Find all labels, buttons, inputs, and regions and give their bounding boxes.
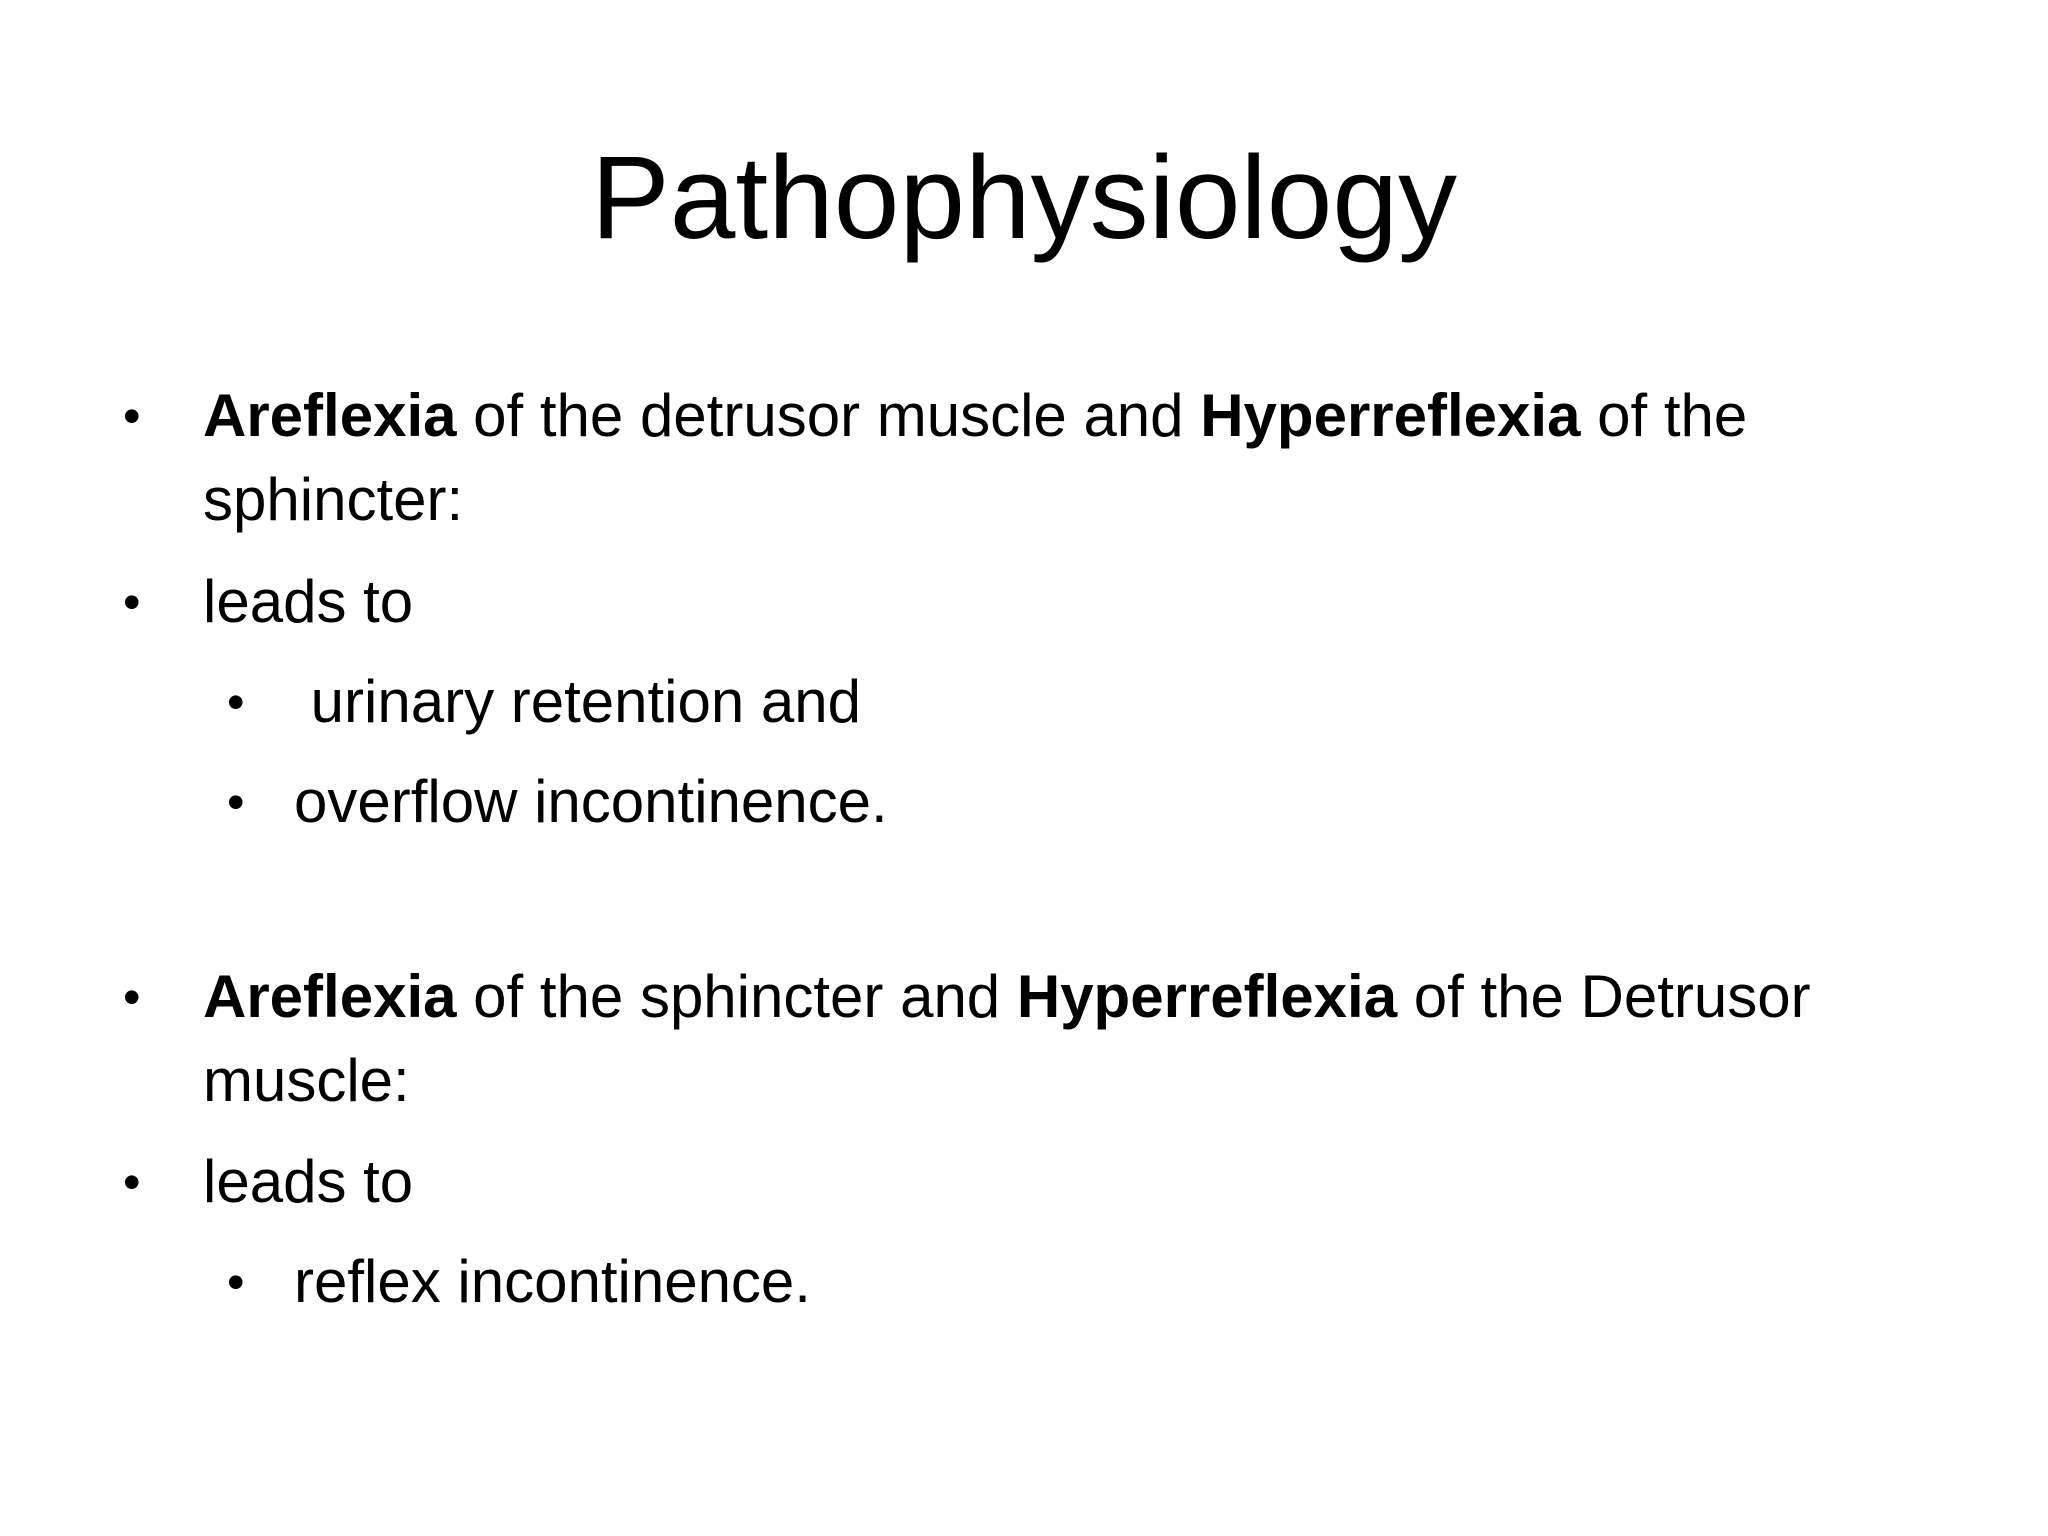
bullet-item-areflexia-detrusor bbox=[123, 374, 1748, 458]
bullet-item-leads-to bbox=[123, 1140, 414, 1224]
sub-bullet-item-reflex-incontinence bbox=[227, 1240, 811, 1324]
bullet-marker: • bbox=[123, 388, 141, 444]
bullet-item-leads-to bbox=[123, 560, 414, 644]
sub-bullet-text: urinary retention and bbox=[294, 668, 862, 735]
bold-term-hyperreflexia: Hyperreflexia bbox=[1016, 963, 1398, 1030]
bullet-marker: • bbox=[123, 574, 141, 630]
bullet-text: leads to bbox=[203, 1148, 414, 1215]
bold-term-areflexia: Areflexia bbox=[203, 963, 457, 1030]
sub-bullet-marker: • bbox=[227, 674, 245, 730]
bullet-text: of the Detrusor bbox=[1397, 963, 1811, 1030]
bullet-text: of the sphincter and bbox=[456, 963, 1017, 1030]
sub-bullet-text: reflex incontinence. bbox=[294, 1248, 811, 1315]
bullet-text: leads to bbox=[203, 568, 414, 635]
sub-bullet-marker: • bbox=[227, 774, 245, 830]
bold-term-hyperreflexia: Hyperreflexia bbox=[1200, 382, 1581, 449]
sub-bullet-text: overflow incontinence. bbox=[294, 768, 888, 835]
bullet-item-areflexia-sphincter bbox=[123, 955, 1811, 1039]
bullet-continuation: sphincter: bbox=[203, 466, 464, 533]
bullet-text: of the detrusor muscle and bbox=[456, 382, 1201, 449]
bullet-marker: • bbox=[123, 969, 141, 1025]
sub-bullet-item-urinary-retention bbox=[227, 660, 862, 744]
sub-bullet-marker: • bbox=[227, 1254, 245, 1310]
bullet-text: of the bbox=[1580, 382, 1748, 449]
sub-bullet-item-overflow-incontinence bbox=[227, 760, 888, 844]
bullet-continuation: muscle: bbox=[203, 1047, 410, 1114]
slide-title: Pathophysiology bbox=[591, 132, 1457, 264]
bold-term-areflexia: Areflexia bbox=[203, 382, 457, 449]
bullet-marker: • bbox=[123, 1154, 141, 1210]
